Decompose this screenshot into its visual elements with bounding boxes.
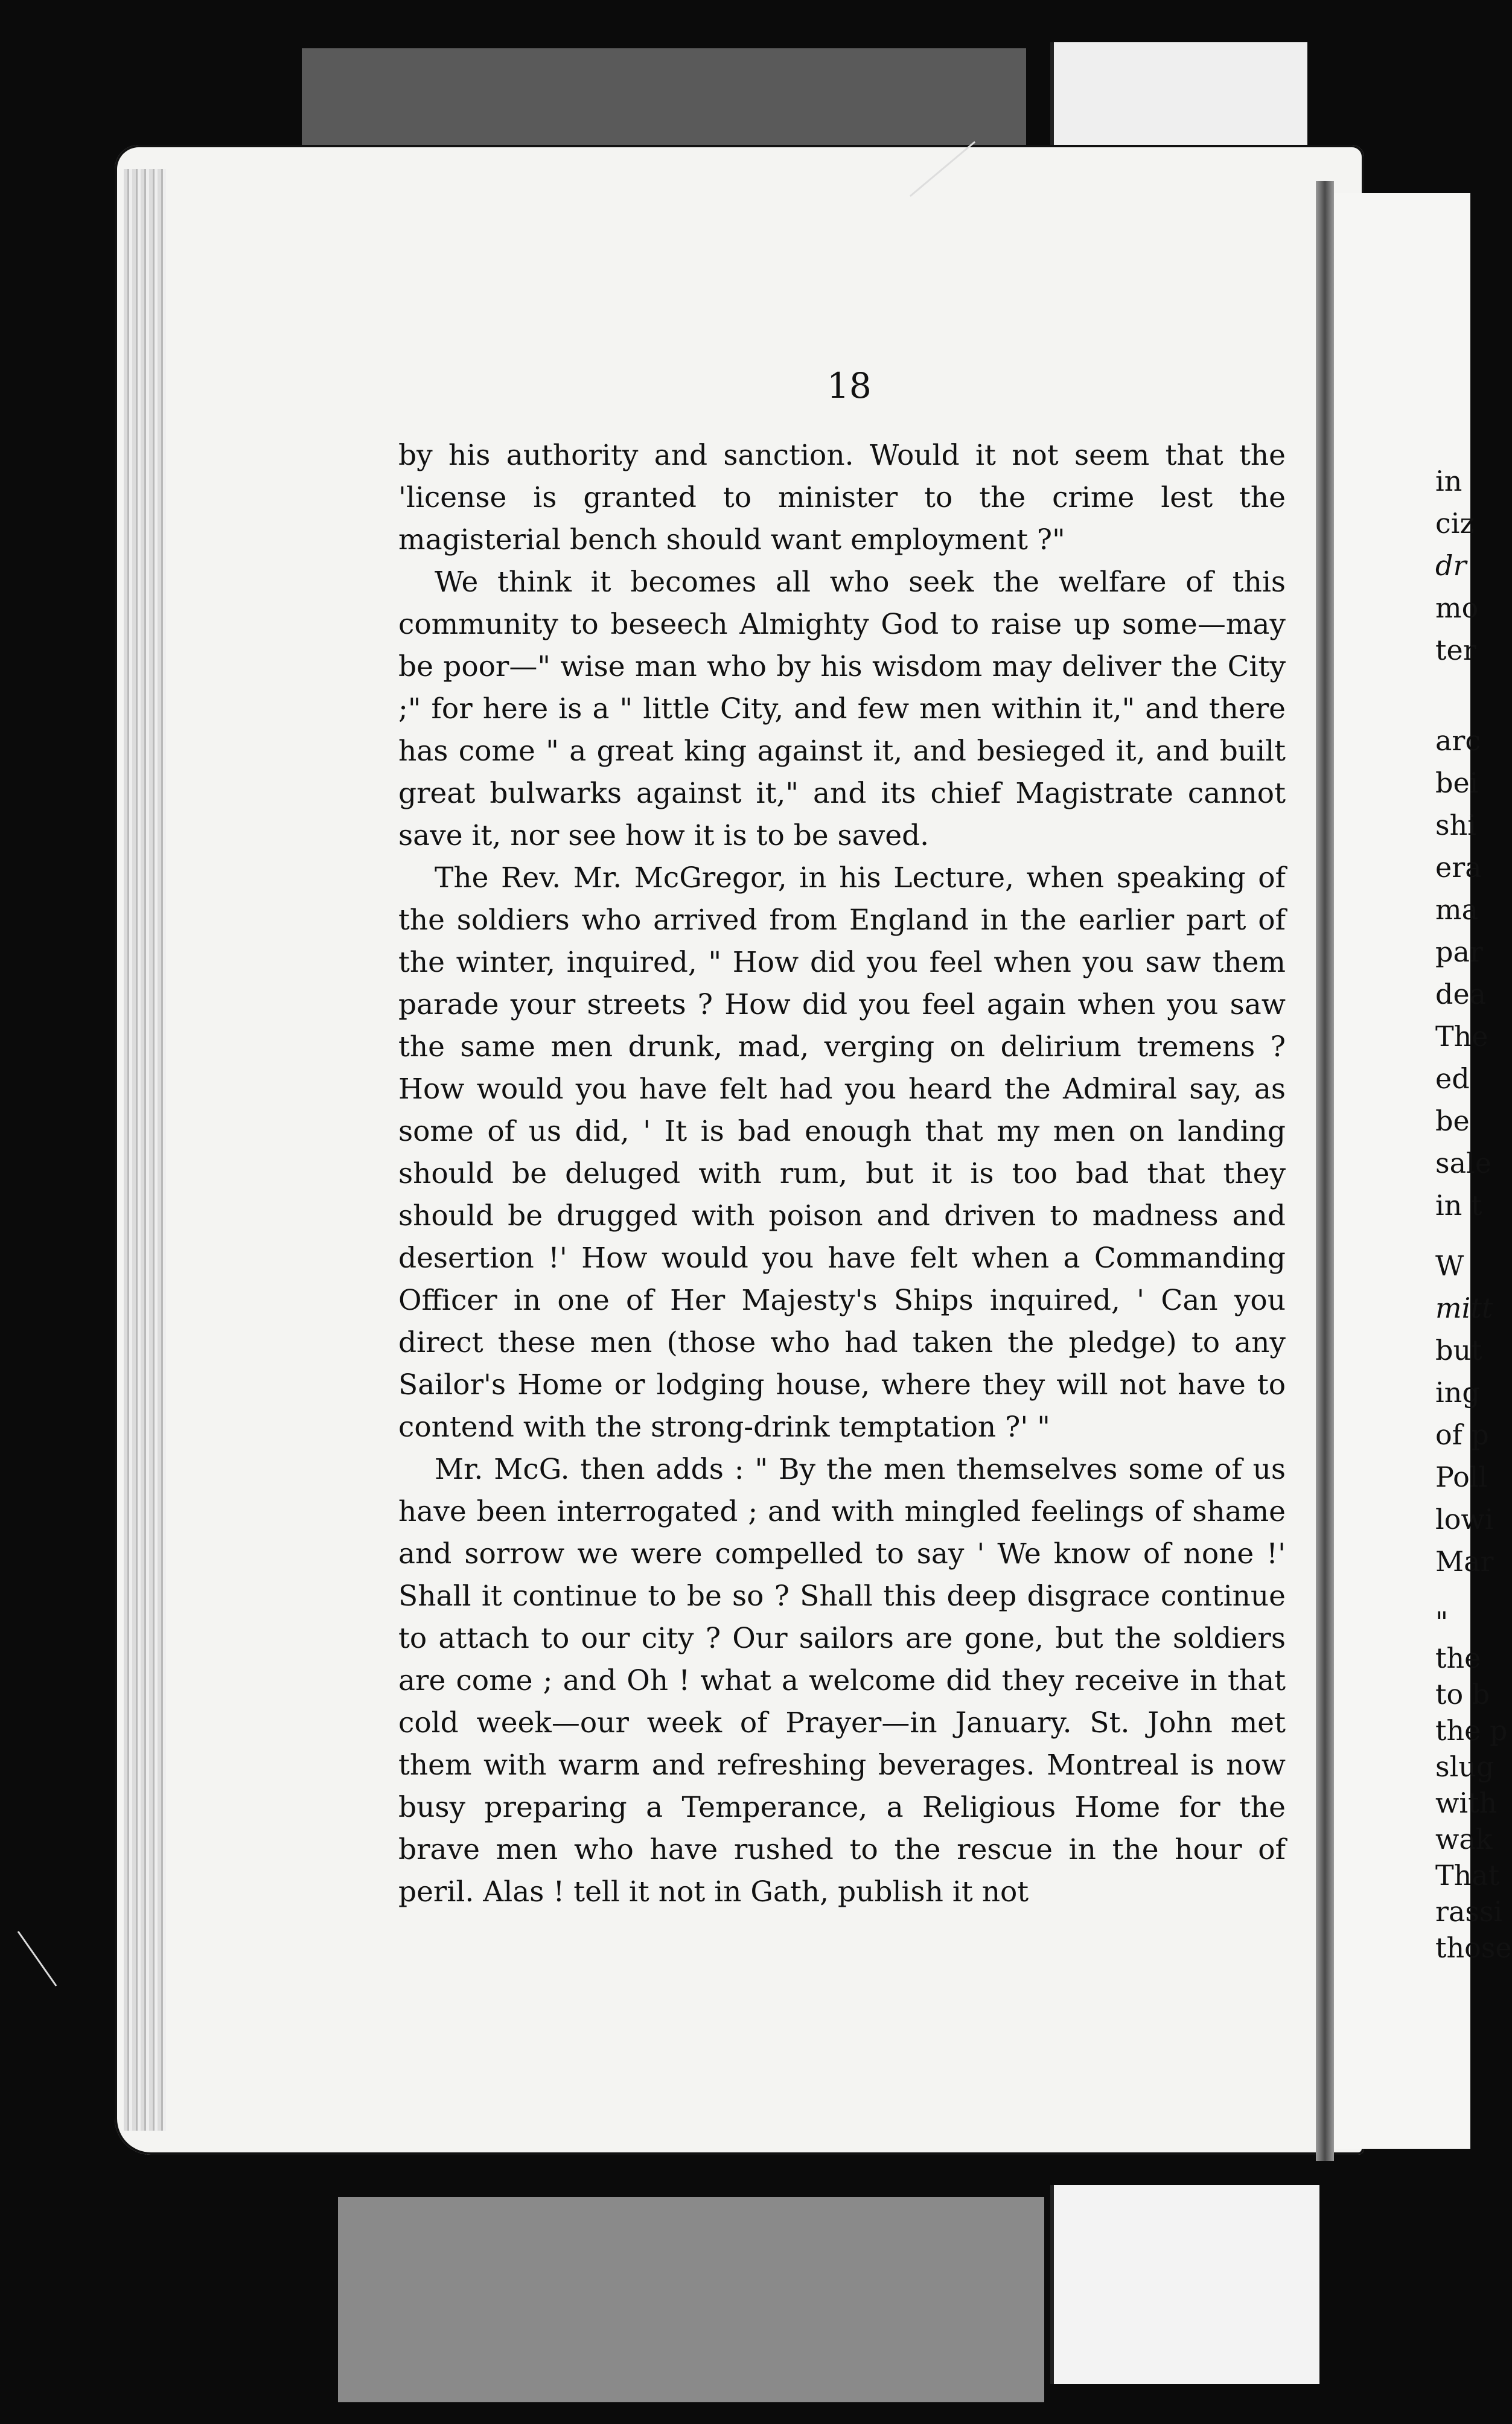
next-page-fragment: be: [1435, 1105, 1470, 1137]
next-page-fragment: lowi: [1435, 1503, 1494, 1536]
page-edges: [124, 169, 166, 2131]
next-page-fragment: bei: [1435, 767, 1479, 799]
next-page-fragment: Poll: [1435, 1461, 1488, 1493]
next-page-fragment: to b: [1435, 1678, 1490, 1711]
next-page-fragment: in: [1435, 465, 1463, 497]
next-page-fragment: the: [1435, 1642, 1481, 1674]
paragraph: Mr. McG. then adds : " By the men themselves some of us have been interrogated ; and with mingled feelings of shame and sorrow we were compelled to say ' We know of none !' Shall it continue to be so ? Shall this deep disgrace continue to attach to our city ? Our sailors are gone, but the soldiers are come ; and Oh ! what a welcome did they receive in that cold week—our week of Prayer—in January. St. John met them with warm and refreshing beverages. Montreal is now busy preparing a Temperance, a Religious Home for the brave men who have rushed to the rescue in the hour of peril. Alas ! tell it not in Gath, publish it not: [398, 1453, 1286, 1909]
next-page-fragment: W: [1435, 1249, 1464, 1282]
paragraph: We think it becomes all who seek the welfare of this community to beseech Almighty God to raise up some—may be poor—" wise man who by his wisdom may deliver the City ;" for here is a " little City, and few men within it," and there has come " a great king against it, and besieged it, and built great bulwarks against it," and its chief Magistrate cannot save it, nor see how it is to be saved.: [398, 566, 1286, 852]
next-page-fragment: ciz: [1435, 507, 1475, 540]
next-page-fragment: ter: [1435, 634, 1476, 666]
background-paper-bottom-right: [1050, 2185, 1319, 2384]
next-page-fragment: mitt: [1435, 1292, 1493, 1324]
next-page-fragment: Mar: [1435, 1545, 1494, 1578]
background-paper-bottom: [338, 2197, 1044, 2402]
next-page-fragment: ed: [1435, 1062, 1470, 1095]
next-page-fragment: mo: [1435, 592, 1479, 624]
next-page-fragment: those: [1435, 1931, 1512, 1964]
next-page-fragment: but: [1435, 1334, 1482, 1367]
next-page-fragment: in t: [1435, 1189, 1482, 1222]
next-page-fragment: slug: [1435, 1750, 1494, 1783]
next-page-fragment: with: [1435, 1787, 1498, 1819]
next-page-fragment: That: [1435, 1859, 1500, 1892]
next-page-fragment: of p: [1435, 1418, 1489, 1451]
next-page-fragment: wak: [1435, 1823, 1493, 1855]
page-number: 18: [827, 365, 872, 406]
next-page-fragment: dea: [1435, 978, 1487, 1010]
next-page-fragment: shi: [1435, 809, 1476, 841]
scratch-mark: [18, 1931, 57, 1986]
page-body-text: [398, 435, 1286, 1913]
next-page-fragment: sale: [1435, 1147, 1491, 1179]
book-gutter: [1316, 181, 1334, 2161]
next-page-fragment: arc: [1435, 724, 1481, 757]
next-page-fragment: ": [1435, 1606, 1449, 1638]
next-page-fragment: ing: [1435, 1376, 1480, 1409]
paragraph: The Rev. Mr. McGregor, in his Lecture, when speaking of the soldiers who arrived from England in the earlier part of the winter, inquired, " How did you feel when you saw them parade your streets ? How did you feel again when you saw the same men drunk, mad, verging on delirium tremens ? How would you have felt had you heard the Admiral say, as some of us did, ' It is bad enough that my men on landing should be deluged with rum, but it is too bad that they should be drugged with poison and driven to madness and desertion !' How would you have felt when a Commanding Officer in one of Her Majesty's Ships inquired, ' Can you direct these men (those who had taken the pledge) to any Sailor's Home or lodging house, where they will not have to contend with the strong-drink temptation ?' ": [398, 861, 1286, 1444]
next-page-fragment: ma: [1435, 893, 1479, 926]
next-page-fragment: era: [1435, 851, 1482, 884]
next-page-fragment: rassi: [1435, 1895, 1503, 1928]
next-page-fragment: par: [1435, 936, 1483, 968]
next-page-fragment: the p: [1435, 1714, 1508, 1747]
next-page-fragment: The: [1435, 1020, 1488, 1053]
next-page-fragment: dr: [1435, 549, 1467, 582]
paragraph: by his authority and sanction. Would it not seem that the 'license is granted to minister to the crime lest the magisterial bench should want employment ?": [398, 439, 1286, 557]
